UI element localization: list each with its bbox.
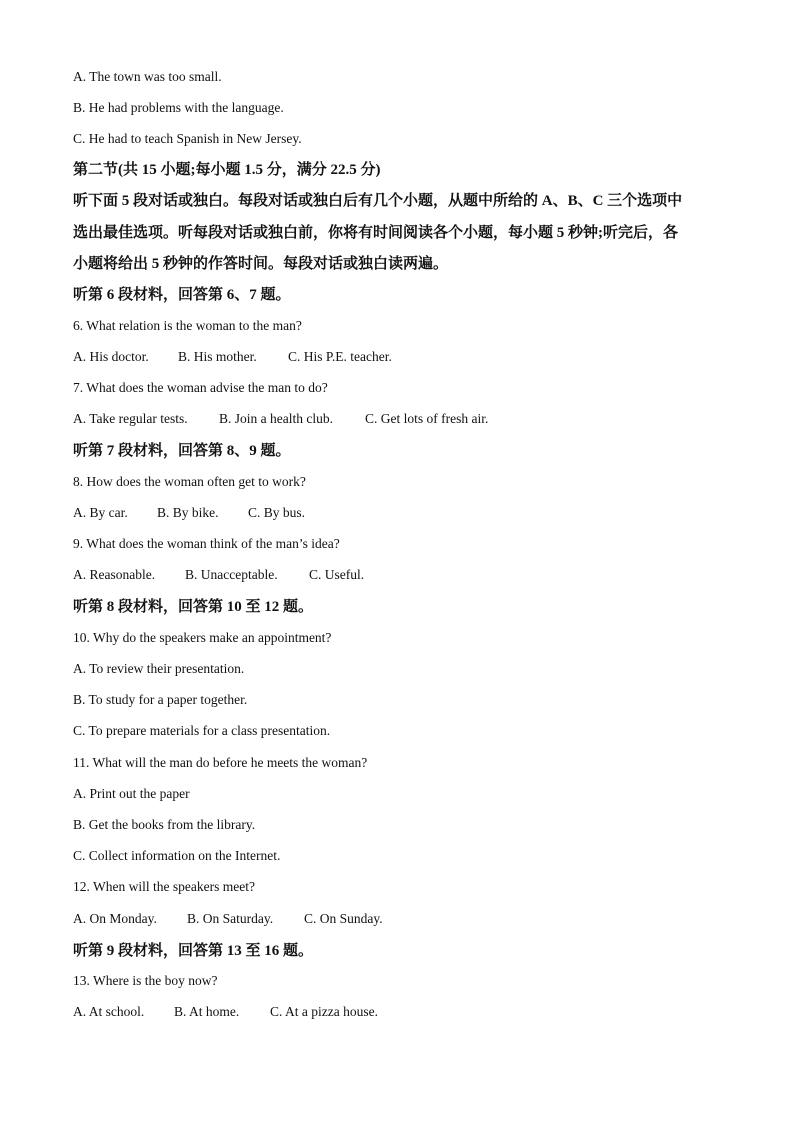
material7-heading: 听第 7 段材料，回答第 8、9 题。 xyxy=(73,443,291,459)
q8-question: 8. How does the woman often get to work? xyxy=(73,474,306,489)
q7-option-a: A. Take regular tests. xyxy=(73,411,188,426)
material6-heading: 听第 6 段材料，回答第 6、7 题。 xyxy=(73,287,291,303)
q6-options xyxy=(73,349,392,365)
q5-option-a: A. The town was too small. xyxy=(73,69,222,84)
q11-option-c: C. Collect information on the Internet. xyxy=(73,848,281,863)
section2-instruction-line: 听下面 5 段对话或独白。每段对话或独白后有几个小题，从题中所给的 A、B、C 三个选项中 xyxy=(73,193,683,209)
q11-option-b: B. Get the books from the library. xyxy=(73,817,256,832)
q7-question: 7. What does the woman advise the man to do? xyxy=(73,380,328,395)
q13-options xyxy=(73,1004,378,1020)
q8-options xyxy=(73,505,305,521)
q12-option-b: B. On Saturday. xyxy=(187,911,274,926)
q7-option-b: B. Join a health club. xyxy=(219,411,333,426)
q12-question: 12. When will the speakers meet? xyxy=(73,879,255,894)
q11-question: 11. What will the man do before he meets the woman? xyxy=(73,755,368,770)
q9-option-b: B. Unacceptable. xyxy=(185,567,278,582)
q6-option-b: B. His mother. xyxy=(178,349,257,364)
q9-options xyxy=(73,567,364,583)
q10-question: 10. Why do the speakers make an appointment? xyxy=(73,630,332,645)
q12-option-a: A. On Monday. xyxy=(73,911,157,926)
material9-heading: 听第 9 段材料，回答第 13 至 16 题。 xyxy=(73,943,314,959)
material8-heading: 听第 8 段材料，回答第 10 至 12 题。 xyxy=(73,599,314,615)
q7-option-c: C. Get lots of fresh air. xyxy=(365,411,489,426)
q10-option-a: A. To review their presentation. xyxy=(73,661,245,676)
q6-option-c: C. His P.E. teacher. xyxy=(288,349,392,364)
q8-option-a: A. By car. xyxy=(73,505,128,520)
q12-option-c: C. On Sunday. xyxy=(304,911,383,926)
q9-option-a: A. Reasonable. xyxy=(73,567,156,582)
q13-option-a: A. At school. xyxy=(73,1004,145,1019)
q5-option-b: B. He had problems with the language. xyxy=(73,100,284,115)
q10-option-c: C. To prepare materials for a class presentation. xyxy=(73,723,331,738)
section2-instruction-line: 小题将给出 5 秒钟的作答时间。每段对话或独白读两遍。 xyxy=(73,256,449,272)
q8-option-b: B. By bike. xyxy=(157,505,219,520)
q13-question: 13. Where is the boy now? xyxy=(73,973,218,988)
q6-question: 6. What relation is the woman to the man? xyxy=(73,318,302,333)
q5-option-c: C. He had to teach Spanish in New Jersey. xyxy=(73,131,302,146)
q10-option-b: B. To study for a paper together. xyxy=(73,692,248,707)
q9-option-c: C. Useful. xyxy=(309,567,365,582)
section2-instruction-line: 选出最佳选项。听每段对话或独白前，你将有时间阅读各个小题，每小题 5 秒钟;听完后，各 xyxy=(73,225,678,241)
q6-option-a: A. His doctor. xyxy=(73,349,149,364)
q13-option-b: B. At home. xyxy=(174,1004,240,1019)
q8-option-c: C. By bus. xyxy=(248,505,306,520)
q7-options xyxy=(73,411,488,427)
q11-option-a: A. Print out the paper xyxy=(73,786,190,801)
section2-heading: 第二节(共 15 小题;每小题 1.5 分，满分 22.5 分) xyxy=(73,162,381,178)
q12-options xyxy=(73,911,383,927)
q9-question: 9. What does the woman think of the man’s idea? xyxy=(73,536,340,551)
q13-option-c: C. At a pizza house. xyxy=(270,1004,378,1019)
